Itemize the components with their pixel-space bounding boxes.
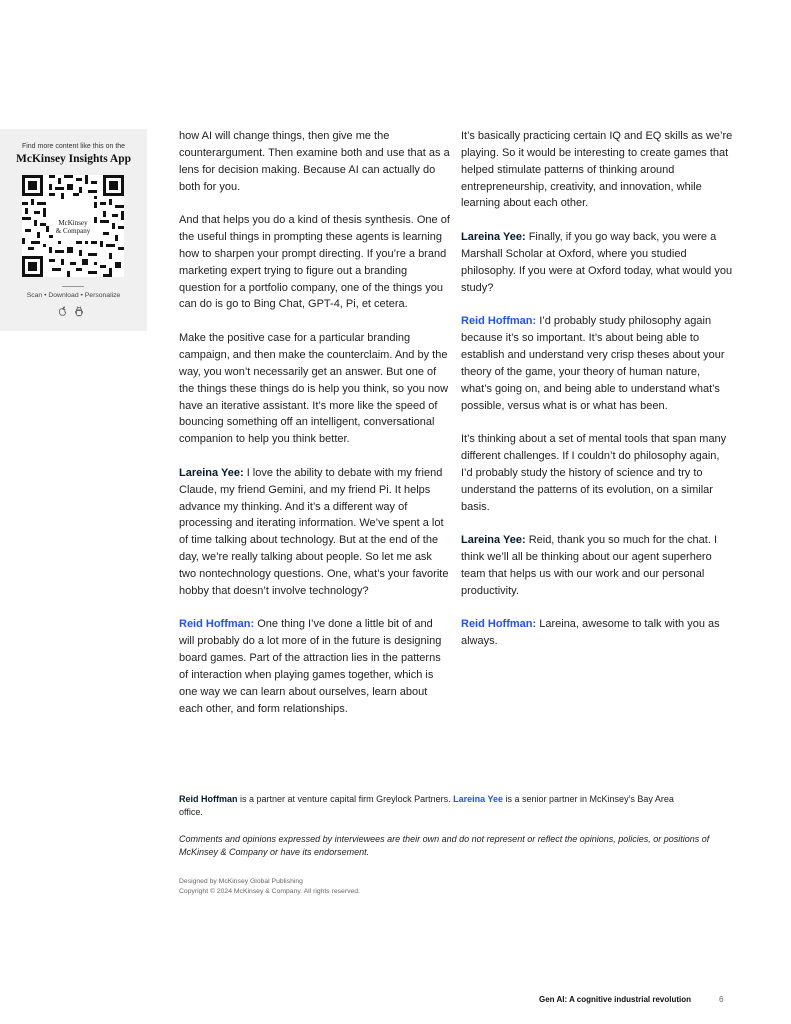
disclaimer: Comments and opinions expressed by interviewees are their own and do not represent or reflect the opinions, policies, or positions of McKinsey & Company or have its endorsement. (179, 834, 710, 857)
paragraph (461, 313, 733, 414)
qr-logo-line-1: McKinsey (58, 219, 88, 227)
speaker-reid-hoffman: Reid Hoffman: (179, 618, 255, 631)
speech-text: I love the ability to debate with my friend Claude, my friend Gemini, and my friend Pi. It helps advance my thinking. And it’s a different way of processing and iterating information. We’ve spent a lot of time talking about technology. But at the end of the day, we’re really talking about people. So let me ask two nontechnology questions. One, what’s your favorite hobby that doesn’t involve technology? (179, 466, 449, 597)
bio-name-reid: Reid Hoffman (179, 794, 238, 804)
paragraph: Make the positive case for a particular branding campaign, and then make the counterclaim. And by the way, you won’t necessarily get an answer. But one of the things these things do is help you think, so you now have an iterative assistant. It’s more like the speed of bouncing something off an intelligent, conversational companion to help you think better. (179, 332, 449, 446)
speech-text: I’d probably study philosophy again because it’s so important. It’s about being able to establish and understand very crisp theses about your theory of the game, your theory of human nature, what’s going on, and being able to understand what’s possible, versus what is or what has been. (461, 315, 725, 412)
app-title: McKinsey Insights App (15, 153, 132, 165)
app-links-text: Scan • Download • Personalize (26, 292, 121, 299)
author-bios (179, 793, 699, 819)
speaker-lareina-yee: Lareina Yee: (461, 534, 526, 547)
qr-logo-line-2: & Company (55, 227, 91, 235)
speech-text: One thing I’ve done a little bit of and will probably do a lot more of in the future is designing board games. Part of the attraction lies in the patterns of interaction when playing games together, which is one way we can learn about ourselves, learn about each other, and form relationships. (179, 618, 442, 715)
right-column (461, 128, 733, 667)
paragraph (179, 465, 451, 600)
speech-text: Finally, if you go way back, you were a Marshall Scholar at Oxford, where you studied philosophy. If you were at Oxford today, what would you study? (461, 231, 733, 294)
credits (179, 877, 360, 897)
paragraph: how AI will change things, then give me the counterargument. Then examine both and use that as a lens for decision making. Because AI can actually do both for you. (179, 130, 450, 193)
page-number: 6 (719, 995, 724, 1004)
speaker-reid-hoffman: Reid Hoffman: (461, 315, 537, 328)
speech-text: Reid, thank you so much for the chat. I think we’ll all be thinking about our agent superhero team that helps us with our work and our personal productivity. (461, 534, 718, 597)
app-promo-box (0, 129, 147, 331)
qr-center-logo (53, 217, 93, 241)
android-icon[interactable] (74, 304, 84, 315)
footer-title: Gen AI: A cognitive industrial revolution (539, 995, 692, 1004)
paragraph (461, 229, 733, 296)
apple-icon[interactable] (58, 304, 68, 315)
speaker-lareina-yee: Lareina Yee: (179, 466, 244, 479)
paragraph (461, 616, 733, 650)
bio-name-lareina: Lareina Yee (453, 794, 503, 804)
paragraph: And that helps you do a kind of thesis synthesis. One of the useful things in prompting these agents is learning how to sharpen your prompt directing. If you’re a brand marketing expert trying to figure out a branding question for a portfolio company, one of the things you can do is go to Bing Chat, GPT-4, Pi, et cetera. (179, 214, 450, 311)
paragraph: It’s basically practicing certain IQ and EQ skills as we’re playing. So it would be interesting to create games that helped stimulate patterns of thinking around entrepreneurship, creativity, and innovation, while learning about each other. (461, 130, 733, 210)
copyright: Copyright © 2024 McKinsey & Company. All rights reserved. (179, 888, 360, 895)
divider (62, 286, 84, 287)
speech-text: Lareina, awesome to talk with you as always. (461, 618, 720, 648)
find-more-text: Find more content like this on the (21, 143, 126, 150)
paragraph (461, 532, 733, 599)
paragraph (179, 616, 451, 717)
speaker-lareina-yee: Lareina Yee: (461, 231, 526, 244)
speaker-reid-hoffman: Reid Hoffman: (461, 618, 537, 631)
bio-text-lareina: is a senior partner in McKinsey’s Bay Area office. (179, 794, 674, 817)
left-column (179, 128, 451, 734)
designed-by: Designed by McKinsey Global Publishing (179, 878, 303, 885)
bio-text-reid: is a partner at venture capital firm Greylock Partners. (240, 794, 451, 804)
store-icons (58, 304, 84, 315)
paragraph: It’s thinking about a set of mental tools that span many different challenges. If I couldn’t do philosophy again, I’d probably study the history of science and try to understand the patterns of its evolution, on a similar basis. (461, 433, 727, 513)
